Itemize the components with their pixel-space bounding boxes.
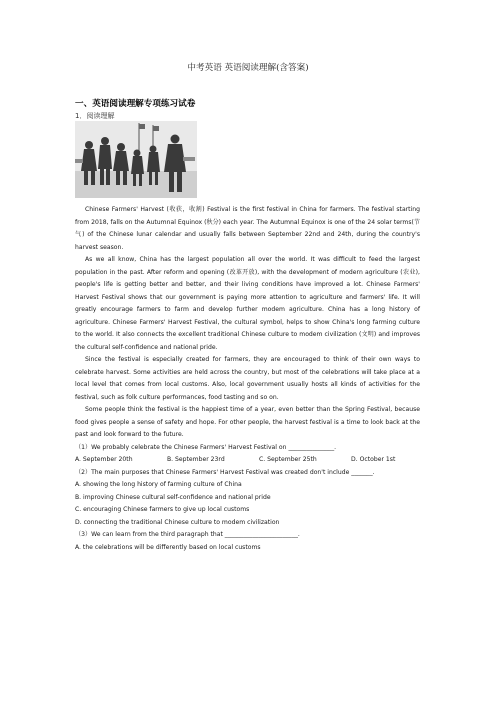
question-1-options bbox=[75, 454, 420, 467]
festival-dancers-image bbox=[75, 121, 197, 198]
passage-paragraph-1: Chinese Farmers' Harvest (收获，收割) Festival is the first festival in China for farmers. The festival starting from 2018, falls on the Autumnal Equinox (秋分) each year. The Autumnal Equinox is one of the 24 solar terms(节气) of the Chinese lunar calendar and usually falls between September 22nd and 24th, during the country's harvest season. bbox=[75, 206, 420, 251]
document-title: 中考英语 英语阅读理解(含答案) bbox=[187, 63, 309, 73]
question-1-option-c: C. September 25th bbox=[259, 456, 317, 463]
question-3-stem: （3）We can learn from the third paragraph that ________________________. bbox=[75, 531, 300, 538]
festival-photo bbox=[75, 121, 197, 198]
question-3-option-a: A. the celebrations will be differently based on local customs bbox=[75, 543, 261, 551]
question-1-option-d: D. October 1st bbox=[351, 456, 396, 463]
question-2-option-d: D. connecting the traditional Chinese culture to modem civilization bbox=[75, 518, 280, 526]
question-1-option-a: A. September 20th bbox=[75, 456, 133, 463]
question-2-option-b: B. improving Chinese cultural self-confidence and national pride bbox=[75, 493, 271, 501]
question-2-option-a: A. showing the long history of farming culture of China bbox=[75, 481, 242, 488]
section-heading: 一、英语阅读理解专项练习试卷 bbox=[75, 99, 196, 109]
passage-paragraph-2: As we all know, China has the largest population all over the world. It was difficult to feed the largest population in the past. After reform and opening (改革开放), with the development of modern agriculture (农业), people's life is getting better and better, and their living conditions have improved a lot. Chinese Farmers' Harvest Festival shows that our government is paying more attention to agriculture and farmers' life. It will greatly encourage farmers to farm and develop further modem agriculture. China has a long history of agriculture. Chinese Farmers' Harvest Festival, the cultural symbol, helps to show China's long farming culture to the world. It also connects the excellent traditional Chinese culture to modem civilization (文明) and improves the cultural self-confidence and national pride. bbox=[75, 256, 420, 351]
item-heading: 1．阅读理解 bbox=[75, 112, 115, 120]
passage bbox=[75, 204, 420, 554]
question-1-option-b: B. September 23rd bbox=[167, 456, 225, 463]
question-2-stem: （2）The main purposes that Chinese Farmers' Harvest Festival was created don't include _______. bbox=[75, 468, 375, 476]
question-1-stem: （1）We probably celebrate the Chinese Farmers' Harvest Festival on _______________. bbox=[75, 443, 337, 451]
question-2-option-c: C. encouraging Chinese farmers to give up local customs bbox=[75, 506, 250, 513]
passage-paragraph-4: Some people think the festival is the happiest time of a year, even better than the Spring Festival, because food gives people a sense of safety and hope. For other people, the harvest festival is a time to look back at the past and look forward to the future. bbox=[75, 406, 420, 438]
passage-paragraph-3: Since the festival is especially created for farmers, they are encouraged to think of their own ways to celebrate harvest. Some activities are held across the country, but most of the celebrations will take place at a local level that comes from local customs. Also, local government usually hosts all kinds of activities for the festival, such as folk culture performances, food tasting and so on. bbox=[75, 356, 420, 401]
